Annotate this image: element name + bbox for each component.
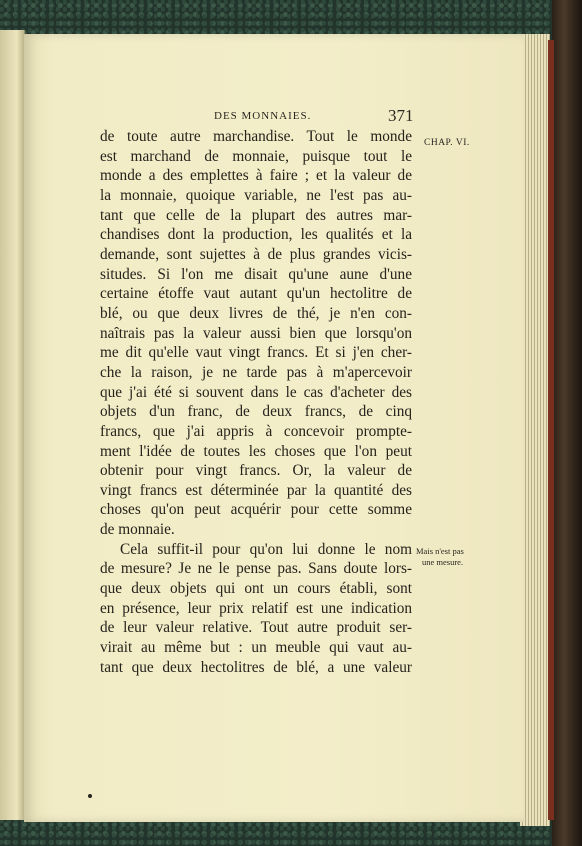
text-line: obtenir pour vingt francs. Or, la valeur de <box>100 462 412 480</box>
text-line: chandises dont la production, les qualités et la <box>100 226 412 244</box>
text-line: est marchand de monnaie, puisque tout le <box>100 147 412 165</box>
text-line: objets d'un franc, de deux francs, de cinq <box>100 403 412 421</box>
text-line: de leur valeur relative. Tout autre produit ser- <box>100 619 412 637</box>
chapter-marginal-note: CHAP. VI. <box>424 138 470 148</box>
text-line: situdes. Si l'on me disait qu'une aune d'une <box>100 265 412 283</box>
text-line: virait au même but : un meuble qui vaut au- <box>100 639 412 657</box>
page-edge-binding <box>548 40 554 820</box>
text-line: de mesure? Je ne le pense pas. Sans doute lors- <box>100 560 412 578</box>
running-title: DES MONNAIES. <box>214 110 312 122</box>
text-line: demande, sont sujettes à de plus grandes vicis- <box>100 245 412 263</box>
text-line: choses qu'on peut acquérir pour cette somme <box>100 501 412 519</box>
ink-speck <box>88 794 92 798</box>
marginal-note-line: une mesure. <box>422 557 464 567</box>
marginal-note-line: Mais n'est pas <box>416 546 464 556</box>
body-text <box>100 127 412 677</box>
text-line: en présence, leur prix relatif est une indication <box>100 599 412 617</box>
cover-edge <box>552 0 582 846</box>
text-line: monde a des emplettes à faire ; et la valeur de <box>100 167 412 185</box>
page-number: 371 <box>388 106 414 125</box>
text-line: que j'ai été si souvent dans le cas d'acheter des <box>100 383 412 401</box>
facing-page-edge <box>0 30 25 820</box>
book-page <box>24 34 524 822</box>
text-line: naîtrais pas la valeur aussi bien que lorsqu'on <box>100 324 412 342</box>
text-line: me dit qu'elle vaut vingt francs. Et si j'en cher- <box>100 344 412 362</box>
text-line: Cela suffit-il pour qu'on lui donne le nom <box>120 540 412 558</box>
text-line: certaine étoffe vaut autant qu'un hectolitre de <box>100 285 412 303</box>
text-line: de toute autre marchandise. Tout le monde <box>100 128 412 145</box>
text-line: ment l'idée de toutes les choses que l'on peut <box>100 442 412 460</box>
page-stack <box>520 34 550 826</box>
text-line: que deux objets qui ont un cours établi, sont <box>100 580 412 598</box>
text-line: tant que celle de la plupart des autres mar- <box>100 206 412 224</box>
text-line: la monnaie, quoique variable, ne l'est pas au- <box>100 186 412 204</box>
marginal-note <box>416 546 486 568</box>
text-line: francs, que j'ai appris à concevoir prompte- <box>100 422 412 440</box>
text-line: tant que deux hectolitres de blé, a une valeur <box>100 658 412 676</box>
text-line: che la raison, je ne tarde pas à m'apercevoir <box>100 363 412 381</box>
text-line: de monnaie. <box>100 521 175 539</box>
text-line: vingt francs est déterminée par la quantité des <box>100 481 412 499</box>
text-line: blé, ou que deux livres de thé, je n'en con- <box>100 304 412 322</box>
